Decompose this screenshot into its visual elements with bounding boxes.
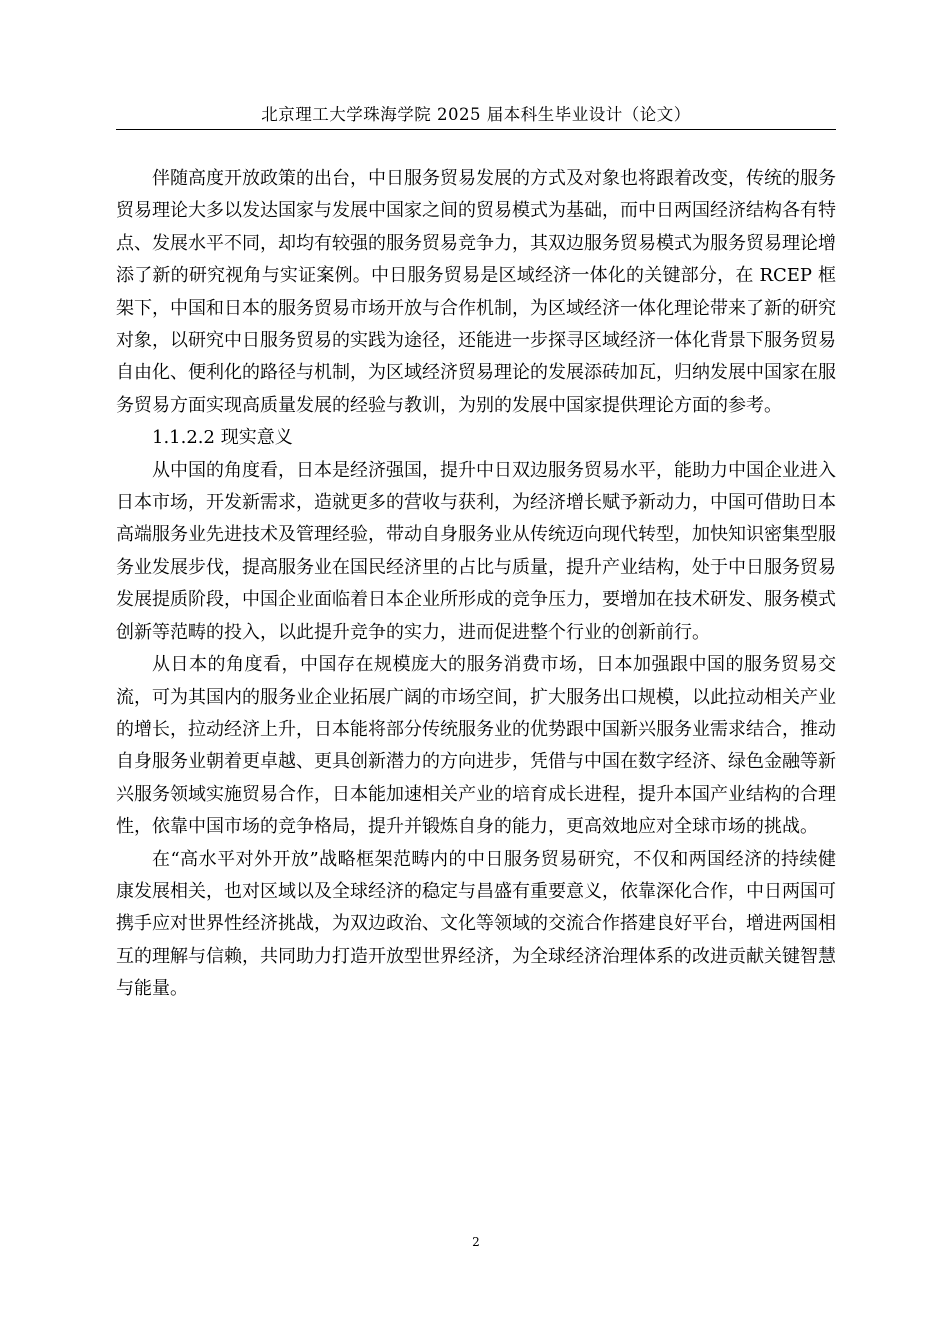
running-header: 北京理工大学珠海学院 2025 届本科生毕业设计（论文） [261, 105, 691, 124]
paragraph-theoretical-significance: 伴随高度开放政策的出台，中日服务贸易发展的方式及对象也将跟着改变，传统的服务贸易理论大多以发达国家与发展中国家之间的贸易模式为基础，而中日两国经济结构各有特点、发展水平不同，却均有较强的服务贸易竞争力，其双边服务贸易模式为服务贸易理论增添了新的研究视角与实证案例。中日服务贸易是区域经济一体化的关键部分，在 RCEP 框架下，中国和日本的服务贸易市场开放与合作机制，为区域经济一体化理论带来了新的研究对象，以研究中日服务贸易的实践为途径，还能进一步探寻区域经济一体化背景下服务贸易自由化、便利化的路径与机制，为区域经济贸易理论的发展添砖加瓦，归纳发展中国家在服务贸易方面实现高质量发展的经验与教训，为别的发展中国家提供理论方面的参考。 [116, 168, 836, 416]
paragraph-japan-perspective: 从日本的角度看，中国存在规模庞大的服务消费市场，日本加强跟中国的服务贸易交流，可为其国内的服务业企业拓展广阔的市场空间，扩大服务出口规模，以此拉动相关产业的增长，拉动经济上升，日本能将部分传统服务业的优势跟中国新兴服务业需求结合，推动自身服务业朝着更卓越、更具创新潜力的方向进步，凭借与中国在数字经济、绿色金融等新兴服务领域实施贸易合作，日本能加速相关产业的培育成长进程，提升本国产业结构的合理性，依靠中国市场的竞争格局，提升并锻炼自身的能力，更高效地应对全球市场的挑战。 [116, 654, 836, 838]
page-number: 2 [472, 1235, 480, 1249]
header-divider [116, 129, 836, 130]
paragraph-high-level-opening: 在“高水平对外开放”战略框架范畴内的中日服务贸易研究，不仅和两国经济的持续健康发展相关，也对区域以及全球经济的稳定与昌盛有重要意义，依靠深化合作，中日两国可携手应对世界性经济挑战，为双边政治、文化等领域的交流合作搭建良好平台，增进两国相互的理解与信赖，共同助力打造开放型世界经济，为全球经济治理体系的改进贡献关键智慧与能量。 [116, 848, 836, 1000]
section-heading-practical-significance: 1.1.2.2 现实意义 [152, 427, 293, 449]
paragraph-china-perspective: 从中国的角度看，日本是经济强国，提升中日双边服务贸易水平，能助力中国企业进入日本市场，开发新需求，造就更多的营收与获利，为经济增长赋予新动力，中国可借助日本高端服务业先进技术及管理经验，带动自身服务业从传统迈向现代转型，加快知识密集型服务业发展步伐，提高服务业在国民经济里的占比与质量，提升产业结构，处于中日服务贸易发展提质阶段，中国企业面临着日本企业所形成的竞争压力，要增加在技术研发、服务模式创新等范畴的投入，以此提升竞争的实力，进而促进整个行业的创新前行。 [116, 459, 836, 643]
body-text [116, 163, 836, 1006]
